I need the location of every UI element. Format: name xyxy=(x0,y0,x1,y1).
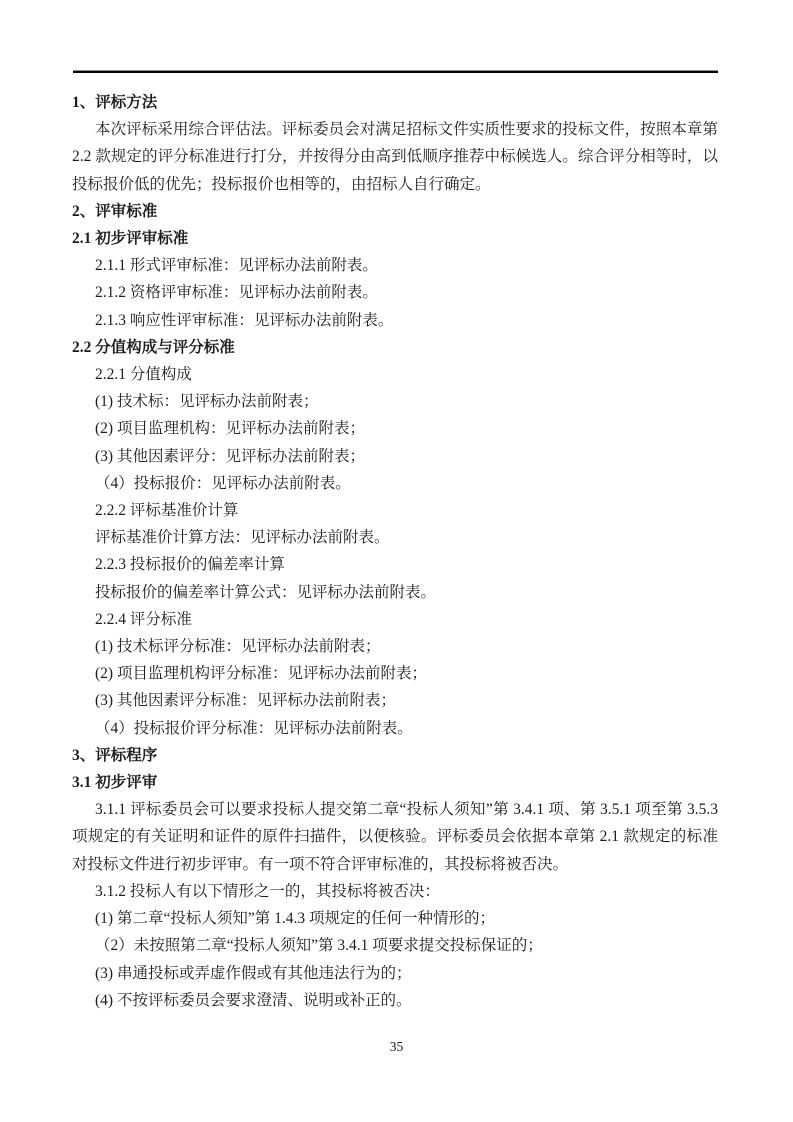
section-1-intro-paragraph: 本次评标采用综合评估法。评标委员会对满足招标文件实质性要求的投标文件，按照本章第 2.2 款规定的评分标准进行打分，并按得分由高到低顺序推荐中标候选人。综合评分相等时，以投标报价低的优先；投标报价也相等的，由招标人自行确定。 xyxy=(72,121,718,193)
clause-2-2-4: 2.2.4 评分标准 xyxy=(95,610,192,628)
clause-3-1-2: 3.1.2 投标人有以下情形之一的，其投标将被否决： xyxy=(95,882,440,900)
section-1-heading: 1、评标方法 xyxy=(72,94,158,111)
clause-2-1-1: 2.1.1 形式评审标准：见评标办法前附表。 xyxy=(95,257,378,275)
clause-2-1-2: 2.1.2 资格评审标准：见评标办法前附表。 xyxy=(95,284,378,302)
page-number: 35 xyxy=(389,1039,404,1054)
clause-2-2-1-list-item-3: (3) 其他因素评分：见评标办法前附表； xyxy=(95,447,365,465)
clause-2-2-4-list-item-4: （4）投标报价评分标准：见评标办法前附表。 xyxy=(95,719,413,737)
header-divider-rule xyxy=(73,70,718,73)
clause-2-2-4-list-item-1: (1) 技术标评分标准：见评标办法前附表； xyxy=(95,638,381,656)
clause-3-1-1-paragraph: 3.1.1 评标委员会可以要求投标人提交第二章“投标人须知”第 3.4.1 项、第 3.5.1 项至第 3.5.3 项规定的有关证明和证件的原件扫描件，以便核验。评标委员会依据本章第 2.1 款规定的标准对投标文件进行初步评审。有一项不符合评审标准的，其投标将被否决。 xyxy=(72,801,718,873)
clause-2-2-1-list-item-4: （4）投标报价：见评标办法前附表。 xyxy=(95,474,351,492)
clause-3-1-2-list-item-4: (4) 不按评标委员会要求澄清、说明或补正的。 xyxy=(95,991,412,1009)
clause-2-1-3: 2.1.3 响应性评审标准：见评标办法前附表。 xyxy=(95,311,394,329)
section-2-heading: 2、评审标准 xyxy=(72,202,158,220)
document-body xyxy=(72,89,718,1014)
clause-2-2-heading: 2.2 分值构成与评分标准 xyxy=(72,338,235,356)
clause-3-1-2-list-item-2: （2）未按照第二章“投标人须知”第 3.4.1 项要求提交投标保证的； xyxy=(95,937,543,955)
section-3-heading: 3、评标程序 xyxy=(72,746,158,764)
clause-3-1-2-list-item-3: (3) 串通投标或弄虚作假或有其他违法行为的； xyxy=(95,964,412,982)
clause-3-1-heading: 3.1 初步评审 xyxy=(72,774,158,792)
clause-2-2-3: 2.2.3 投标报价的偏差率计算 xyxy=(95,556,285,574)
clause-2-2-1-list-item-1: (1) 技术标：见评标办法前附表； xyxy=(95,393,319,411)
clause-2-2-2: 2.2.2 评标基准价计算 xyxy=(95,502,239,520)
clause-2-1-heading: 2.1 初步评审标准 xyxy=(72,230,189,248)
clause-3-1-2-list-item-1: (1) 第二章“投标人须知”第 1.4.3 项规定的任何一种情形的； xyxy=(95,910,495,928)
clause-2-2-3-note: 投标报价的偏差率计算公式：见评标办法前附表。 xyxy=(95,583,437,601)
clause-2-2-2-note: 评标基准价计算方法：见评标办法前附表。 xyxy=(95,529,390,547)
clause-2-2-1-list-item-2: (2) 项目监理机构：见评标办法前附表； xyxy=(95,420,365,438)
clause-2-2-4-list-item-3: (3) 其他因素评分标准：见评标办法前附表； xyxy=(95,692,396,710)
clause-2-2-4-list-item-2: (2) 项目监理机构评分标准：见评标办法前附表； xyxy=(95,665,427,683)
clause-2-2-1: 2.2.1 分值构成 xyxy=(95,366,192,384)
